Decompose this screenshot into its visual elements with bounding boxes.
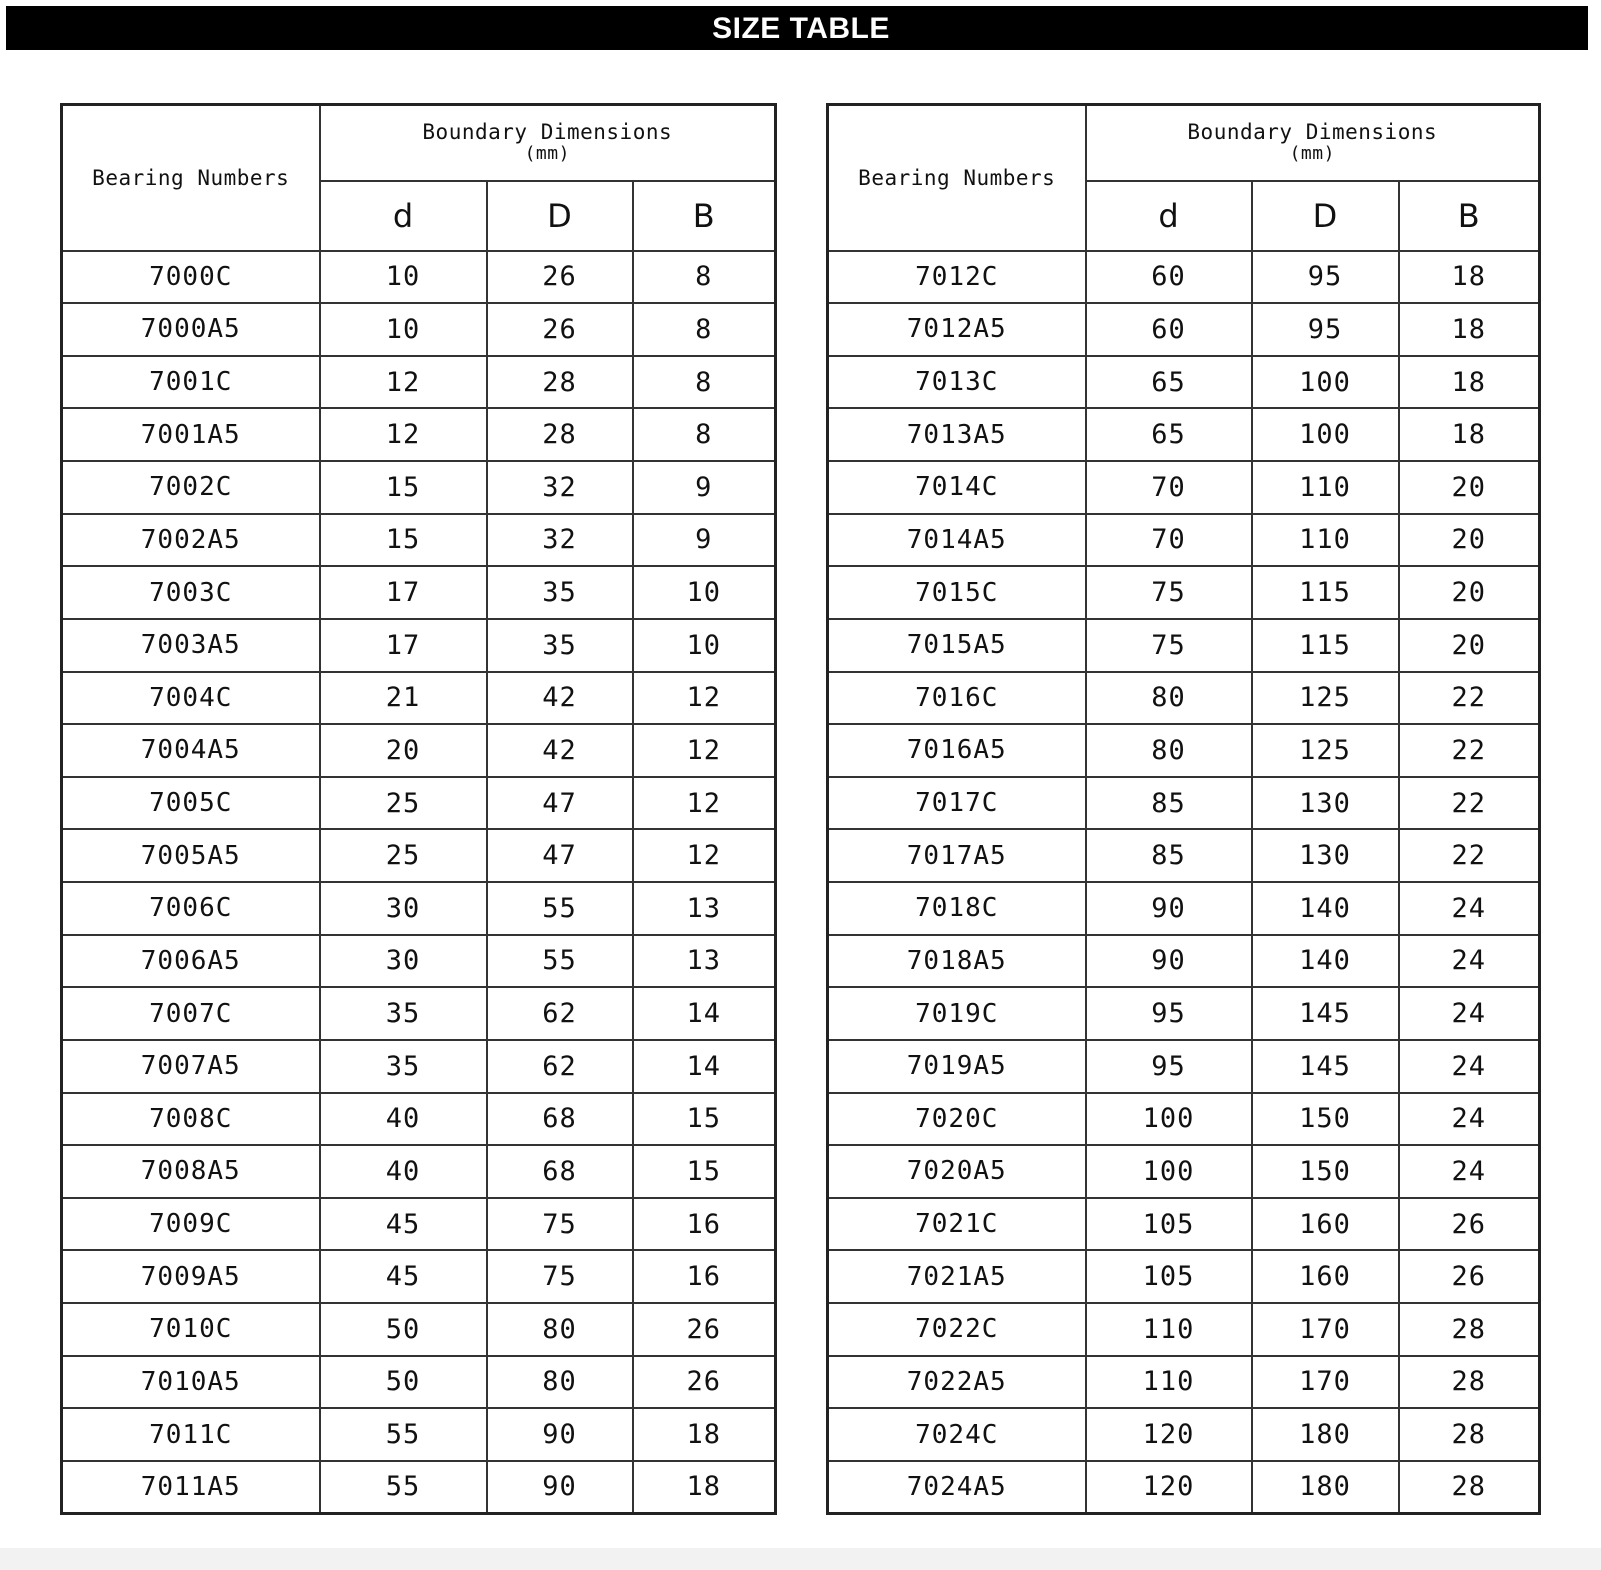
table-row [62, 672, 776, 725]
inner-diameter-cell: 45 [320, 1250, 487, 1303]
inner-diameter-cell: 50 [320, 1303, 487, 1356]
inner-diameter-cell: 105 [1086, 1250, 1252, 1303]
width-cell: 8 [633, 356, 776, 409]
inner-diameter-cell: 75 [1086, 619, 1252, 672]
inner-diameter-cell: 30 [320, 882, 487, 935]
inner-diameter-cell: 95 [1086, 1040, 1252, 1093]
table-row [828, 1408, 1540, 1461]
outer-diameter-cell: 75 [487, 1250, 633, 1303]
table-row [828, 251, 1540, 304]
table-row [62, 935, 776, 988]
width-cell: 22 [1399, 829, 1540, 882]
outer-diameter-cell: 110 [1252, 461, 1399, 514]
inner-diameter-cell: 120 [1086, 1461, 1252, 1514]
outer-diameter-cell: 130 [1252, 777, 1399, 830]
bearing-number-cell: 7009A5 [62, 1250, 320, 1303]
inner-diameter-cell: 75 [1086, 566, 1252, 619]
outer-diameter-cell: 75 [487, 1198, 633, 1251]
width-cell: 24 [1399, 1040, 1540, 1093]
table-row [62, 1461, 776, 1514]
outer-diameter-cell: 26 [487, 251, 633, 304]
inner-diameter-cell: 50 [320, 1356, 487, 1409]
table-row [828, 1461, 1540, 1514]
unit-label: (mm) [1289, 142, 1335, 164]
bearing-number-cell: 7020C [828, 1093, 1086, 1146]
bearing-number-cell: 7019C [828, 987, 1086, 1040]
width-cell: 10 [633, 619, 776, 672]
inner-diameter-cell: 60 [1086, 251, 1252, 304]
outer-diameter-cell: 68 [487, 1145, 633, 1198]
table-row [62, 1408, 776, 1461]
width-cell: 24 [1399, 1093, 1540, 1146]
outer-diameter-cell: 47 [487, 777, 633, 830]
outer-diameter-cell: 62 [487, 987, 633, 1040]
inner-diameter-cell: 15 [320, 514, 487, 567]
table-row [828, 408, 1540, 461]
bearing-number-cell: 7012A5 [828, 303, 1086, 356]
page-title-bar [6, 6, 1588, 50]
width-cell: 24 [1399, 1145, 1540, 1198]
width-cell: 18 [1399, 251, 1540, 304]
bearing-number-cell: 7010C [62, 1303, 320, 1356]
bearing-number-cell: 7010A5 [62, 1356, 320, 1409]
outer-diameter-cell: 170 [1252, 1356, 1399, 1409]
outer-diameter-cell: 140 [1252, 935, 1399, 988]
width-cell: 28 [1399, 1356, 1540, 1409]
inner-diameter-cell: 21 [320, 672, 487, 725]
width-cell: 13 [633, 935, 776, 988]
table-body-right [828, 251, 1540, 1514]
inner-diameter-cell: 40 [320, 1093, 487, 1146]
bearing-number-cell: 7002C [62, 461, 320, 514]
width-cell: 14 [633, 987, 776, 1040]
bearing-number-cell: 7021A5 [828, 1250, 1086, 1303]
outer-diameter-cell: 115 [1252, 619, 1399, 672]
outer-diameter-cell: 42 [487, 672, 633, 725]
bearing-number-cell: 7013A5 [828, 408, 1086, 461]
inner-diameter-cell: 60 [1086, 303, 1252, 356]
outer-diameter-cell: 170 [1252, 1303, 1399, 1356]
inner-diameter-cell: 110 [1086, 1356, 1252, 1409]
width-cell: 20 [1399, 514, 1540, 567]
column-header-D: D [1252, 181, 1399, 251]
outer-diameter-cell: 26 [487, 303, 633, 356]
inner-diameter-cell: 55 [320, 1408, 487, 1461]
table-row [62, 461, 776, 514]
table-row [828, 1303, 1540, 1356]
inner-diameter-cell: 45 [320, 1198, 487, 1251]
bearing-number-cell: 7019A5 [828, 1040, 1086, 1093]
width-cell: 22 [1399, 724, 1540, 777]
outer-diameter-cell: 125 [1252, 724, 1399, 777]
table-row [62, 1303, 776, 1356]
inner-diameter-cell: 65 [1086, 356, 1252, 409]
bearing-number-cell: 7009C [62, 1198, 320, 1251]
outer-diameter-cell: 145 [1252, 1040, 1399, 1093]
outer-diameter-cell: 32 [487, 461, 633, 514]
bearing-number-cell: 7005C [62, 777, 320, 830]
width-cell: 26 [1399, 1250, 1540, 1303]
bearing-number-cell: 7000C [62, 251, 320, 304]
table-row [62, 1356, 776, 1409]
table-row [62, 514, 776, 567]
width-cell: 28 [1399, 1303, 1540, 1356]
table-row [828, 987, 1540, 1040]
width-cell: 24 [1399, 882, 1540, 935]
bearing-number-cell: 7021C [828, 1198, 1086, 1251]
inner-diameter-cell: 80 [1086, 724, 1252, 777]
width-cell: 18 [633, 1408, 776, 1461]
width-cell: 12 [633, 724, 776, 777]
width-cell: 9 [633, 461, 776, 514]
width-cell: 16 [633, 1250, 776, 1303]
bearing-number-cell: 7008C [62, 1093, 320, 1146]
boundary-dimensions-header [1086, 105, 1540, 181]
bearing-number-cell: 7018C [828, 882, 1086, 935]
width-cell: 18 [633, 1461, 776, 1514]
inner-diameter-cell: 90 [1086, 882, 1252, 935]
bottom-strip [0, 1548, 1601, 1570]
inner-diameter-cell: 100 [1086, 1145, 1252, 1198]
table-row [828, 1093, 1540, 1146]
table-row [62, 987, 776, 1040]
bearing-number-cell: 7002A5 [62, 514, 320, 567]
outer-diameter-cell: 35 [487, 619, 633, 672]
table-row [62, 724, 776, 777]
inner-diameter-cell: 12 [320, 356, 487, 409]
outer-diameter-cell: 180 [1252, 1461, 1399, 1514]
boundary-dimensions-label: Boundary Dimensions [1187, 119, 1438, 144]
outer-diameter-cell: 28 [487, 408, 633, 461]
inner-diameter-cell: 12 [320, 408, 487, 461]
outer-diameter-cell: 125 [1252, 672, 1399, 725]
outer-diameter-cell: 28 [487, 356, 633, 409]
outer-diameter-cell: 80 [487, 1356, 633, 1409]
bearing-number-cell: 7017A5 [828, 829, 1086, 882]
bearing-numbers-header: Bearing Numbers [828, 105, 1086, 251]
inner-diameter-cell: 120 [1086, 1408, 1252, 1461]
width-cell: 8 [633, 408, 776, 461]
table-row [828, 1145, 1540, 1198]
outer-diameter-cell: 32 [487, 514, 633, 567]
column-header-d: d [320, 181, 487, 251]
column-header-B: B [1399, 181, 1540, 251]
inner-diameter-cell: 95 [1086, 987, 1252, 1040]
table-row [828, 1198, 1540, 1251]
outer-diameter-cell: 62 [487, 1040, 633, 1093]
inner-diameter-cell: 25 [320, 829, 487, 882]
outer-diameter-cell: 140 [1252, 882, 1399, 935]
width-cell: 26 [633, 1303, 776, 1356]
bearing-number-cell: 7014A5 [828, 514, 1086, 567]
width-cell: 28 [1399, 1408, 1540, 1461]
inner-diameter-cell: 90 [1086, 935, 1252, 988]
outer-diameter-cell: 150 [1252, 1145, 1399, 1198]
bearing-number-cell: 7024C [828, 1408, 1086, 1461]
inner-diameter-cell: 85 [1086, 829, 1252, 882]
inner-diameter-cell: 70 [1086, 461, 1252, 514]
inner-diameter-cell: 30 [320, 935, 487, 988]
inner-diameter-cell: 100 [1086, 1093, 1252, 1146]
outer-diameter-cell: 35 [487, 566, 633, 619]
table-row [828, 566, 1540, 619]
width-cell: 22 [1399, 777, 1540, 830]
outer-diameter-cell: 160 [1252, 1250, 1399, 1303]
outer-diameter-cell: 130 [1252, 829, 1399, 882]
table-row [828, 829, 1540, 882]
width-cell: 20 [1399, 566, 1540, 619]
bearing-number-cell: 7007A5 [62, 1040, 320, 1093]
inner-diameter-cell: 15 [320, 461, 487, 514]
size-table-right [826, 103, 1541, 1515]
outer-diameter-cell: 55 [487, 935, 633, 988]
width-cell: 8 [633, 303, 776, 356]
width-cell: 10 [633, 566, 776, 619]
table-row [62, 1198, 776, 1251]
table-row [828, 1250, 1540, 1303]
table-row [62, 1093, 776, 1146]
inner-diameter-cell: 17 [320, 566, 487, 619]
bearing-number-cell: 7003A5 [62, 619, 320, 672]
width-cell: 16 [633, 1198, 776, 1251]
bearing-number-cell: 7007C [62, 987, 320, 1040]
bearing-number-cell: 7016A5 [828, 724, 1086, 777]
bearing-number-cell: 7017C [828, 777, 1086, 830]
bearing-number-cell: 7013C [828, 356, 1086, 409]
table-row [828, 1356, 1540, 1409]
boundary-dimensions-header [320, 105, 776, 181]
width-cell: 12 [633, 672, 776, 725]
outer-diameter-cell: 100 [1252, 408, 1399, 461]
table-row [828, 619, 1540, 672]
inner-diameter-cell: 65 [1086, 408, 1252, 461]
outer-diameter-cell: 145 [1252, 987, 1399, 1040]
outer-diameter-cell: 100 [1252, 356, 1399, 409]
boundary-dimensions-label: Boundary Dimensions [422, 119, 673, 144]
outer-diameter-cell: 110 [1252, 514, 1399, 567]
outer-diameter-cell: 42 [487, 724, 633, 777]
table-row [828, 461, 1540, 514]
table-row [62, 1145, 776, 1198]
bearing-number-cell: 7000A5 [62, 303, 320, 356]
outer-diameter-cell: 47 [487, 829, 633, 882]
outer-diameter-cell: 90 [487, 1461, 633, 1514]
bearing-number-cell: 7015C [828, 566, 1086, 619]
width-cell: 8 [633, 251, 776, 304]
column-header-B: B [633, 181, 776, 251]
page-title: SIZE TABLE [712, 12, 890, 45]
outer-diameter-cell: 68 [487, 1093, 633, 1146]
bearing-number-cell: 7001C [62, 356, 320, 409]
outer-diameter-cell: 150 [1252, 1093, 1399, 1146]
inner-diameter-cell: 40 [320, 1145, 487, 1198]
width-cell: 12 [633, 777, 776, 830]
width-cell: 15 [633, 1145, 776, 1198]
column-header-d: d [1086, 181, 1252, 251]
table-row [62, 619, 776, 672]
inner-diameter-cell: 35 [320, 1040, 487, 1093]
table-body-left [62, 251, 776, 1514]
bearing-number-cell: 7001A5 [62, 408, 320, 461]
bearing-number-cell: 7008A5 [62, 1145, 320, 1198]
outer-diameter-cell: 90 [487, 1408, 633, 1461]
table-row [828, 724, 1540, 777]
table-row [62, 1250, 776, 1303]
table-row [62, 566, 776, 619]
bearing-number-cell: 7004A5 [62, 724, 320, 777]
width-cell: 14 [633, 1040, 776, 1093]
table-row [62, 303, 776, 356]
outer-diameter-cell: 95 [1252, 251, 1399, 304]
bearing-number-cell: 7018A5 [828, 935, 1086, 988]
bearing-number-cell: 7024A5 [828, 1461, 1086, 1514]
table-row [828, 882, 1540, 935]
width-cell: 13 [633, 882, 776, 935]
table-row [62, 251, 776, 304]
width-cell: 18 [1399, 408, 1540, 461]
inner-diameter-cell: 85 [1086, 777, 1252, 830]
table-row [828, 356, 1540, 409]
bearing-number-cell: 7020A5 [828, 1145, 1086, 1198]
width-cell: 24 [1399, 987, 1540, 1040]
inner-diameter-cell: 35 [320, 987, 487, 1040]
table-row [62, 408, 776, 461]
inner-diameter-cell: 55 [320, 1461, 487, 1514]
bearing-numbers-header: Bearing Numbers [62, 105, 320, 251]
table-row [828, 303, 1540, 356]
bearing-number-cell: 7003C [62, 566, 320, 619]
width-cell: 12 [633, 829, 776, 882]
inner-diameter-cell: 10 [320, 251, 487, 304]
outer-diameter-cell: 180 [1252, 1408, 1399, 1461]
width-cell: 18 [1399, 356, 1540, 409]
inner-diameter-cell: 110 [1086, 1303, 1252, 1356]
width-cell: 26 [1399, 1198, 1540, 1251]
bearing-number-cell: 7015A5 [828, 619, 1086, 672]
table-row [828, 777, 1540, 830]
inner-diameter-cell: 25 [320, 777, 487, 830]
bearing-number-cell: 7022A5 [828, 1356, 1086, 1409]
size-table-left [60, 103, 777, 1515]
outer-diameter-cell: 115 [1252, 566, 1399, 619]
bearing-number-cell: 7006A5 [62, 935, 320, 988]
width-cell: 24 [1399, 935, 1540, 988]
outer-diameter-cell: 55 [487, 882, 633, 935]
bearing-number-cell: 7014C [828, 461, 1086, 514]
column-header-D: D [487, 181, 633, 251]
table-row [62, 829, 776, 882]
width-cell: 26 [633, 1356, 776, 1409]
width-cell: 20 [1399, 461, 1540, 514]
inner-diameter-cell: 20 [320, 724, 487, 777]
width-cell: 20 [1399, 619, 1540, 672]
width-cell: 9 [633, 514, 776, 567]
inner-diameter-cell: 105 [1086, 1198, 1252, 1251]
bearing-number-cell: 7022C [828, 1303, 1086, 1356]
table-row [828, 1040, 1540, 1093]
bearing-number-cell: 7012C [828, 251, 1086, 304]
table-row [62, 1040, 776, 1093]
table-row [828, 514, 1540, 567]
inner-diameter-cell: 70 [1086, 514, 1252, 567]
bearing-number-cell: 7011A5 [62, 1461, 320, 1514]
bearing-number-cell: 7011C [62, 1408, 320, 1461]
outer-diameter-cell: 95 [1252, 303, 1399, 356]
inner-diameter-cell: 80 [1086, 672, 1252, 725]
inner-diameter-cell: 17 [320, 619, 487, 672]
table-row [828, 935, 1540, 988]
width-cell: 28 [1399, 1461, 1540, 1514]
table-row [62, 777, 776, 830]
bearing-number-cell: 7005A5 [62, 829, 320, 882]
table-row [62, 882, 776, 935]
unit-label: (mm) [524, 142, 570, 164]
width-cell: 15 [633, 1093, 776, 1146]
outer-diameter-cell: 80 [487, 1303, 633, 1356]
outer-diameter-cell: 160 [1252, 1198, 1399, 1251]
inner-diameter-cell: 10 [320, 303, 487, 356]
bearing-number-cell: 7016C [828, 672, 1086, 725]
bearing-number-cell: 7006C [62, 882, 320, 935]
width-cell: 22 [1399, 672, 1540, 725]
bearing-number-cell: 7004C [62, 672, 320, 725]
table-row [828, 672, 1540, 725]
width-cell: 18 [1399, 303, 1540, 356]
table-row [62, 356, 776, 409]
